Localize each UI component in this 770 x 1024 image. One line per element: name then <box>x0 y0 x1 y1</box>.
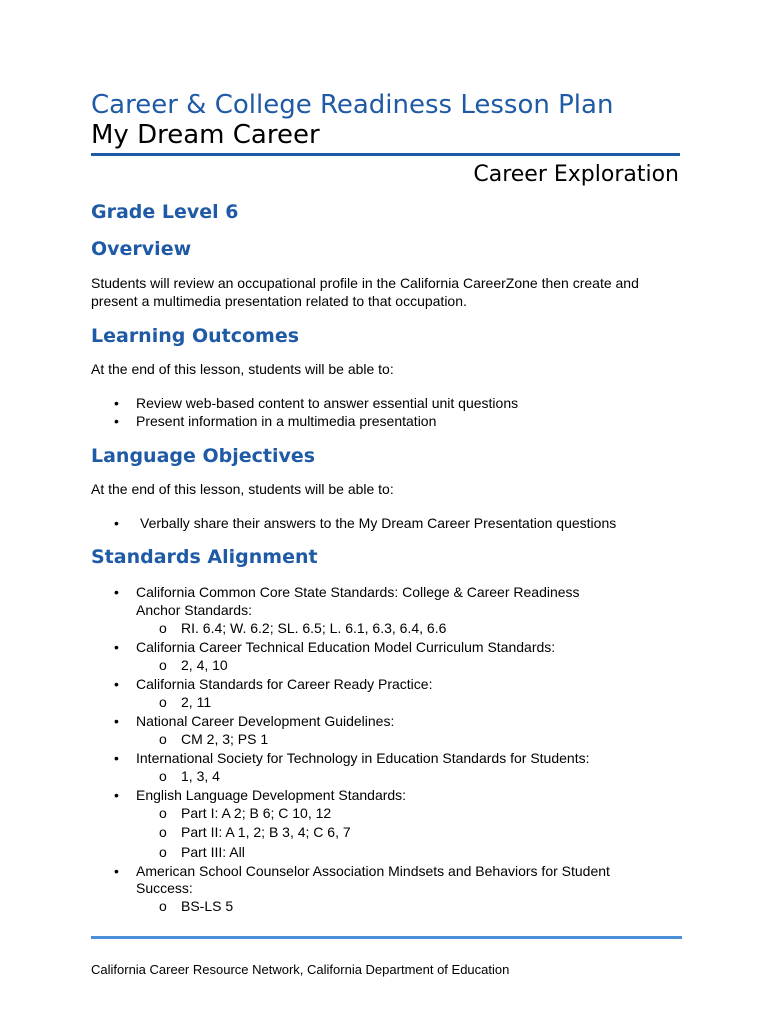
sub-bullet-icon: o <box>159 824 167 840</box>
list-item-text: Present information in a multimedia presentation <box>136 413 437 429</box>
standard-name: California Standards for Career Ready Practice: <box>136 676 433 692</box>
sub-bullet-icon: o <box>159 844 167 860</box>
overview-text: Students will review an occupational profile in the California CareerZone then create and present a multimedia presentation related to that occupation. <box>91 275 639 309</box>
standard-codes: 2, 11 <box>181 694 212 710</box>
standard-codes: Part II: A 1, 2; B 3, 4; C 6, 7 <box>181 824 351 840</box>
page-footer: California Career Resource Network, California Department of Education <box>91 962 510 977</box>
language-objectives-heading: Language Objectives <box>91 445 316 467</box>
learning-outcomes-intro: At the end of this lesson, students will be able to: <box>91 361 394 377</box>
bullet-icon: • <box>114 413 119 429</box>
standard-name-continued: Anchor Standards: <box>136 602 252 618</box>
standard-name: International Society for Technology in Education Standards for Students: <box>136 750 590 766</box>
category-label: Career Exploration <box>473 162 679 187</box>
sub-bullet-icon: o <box>159 768 167 784</box>
standard-name: California Career Technical Education Model Curriculum Standards: <box>136 639 556 655</box>
sub-bullet-icon: o <box>159 657 167 673</box>
sub-bullet-icon: o <box>159 898 167 914</box>
bullet-icon: • <box>114 515 119 531</box>
bullet-icon: • <box>114 584 119 600</box>
standard-name: National Career Development Guidelines: <box>136 713 395 729</box>
header-rule <box>91 153 680 156</box>
list-item-text: Verbally share their answers to the My Dream Career Presentation questions <box>140 515 617 531</box>
bullet-icon: • <box>114 713 119 729</box>
lesson-plan-subtitle: My Dream Career <box>91 120 320 150</box>
bullet-icon: • <box>114 863 119 879</box>
bullet-icon: • <box>114 750 119 766</box>
bullet-icon: • <box>114 676 119 692</box>
bullet-icon: • <box>114 395 119 411</box>
standard-codes: Part I: A 2; B 6; C 10, 12 <box>181 805 332 821</box>
sub-bullet-icon: o <box>159 805 167 821</box>
standard-codes: 2, 4, 10 <box>181 657 228 673</box>
overview-heading: Overview <box>91 238 192 260</box>
language-objectives-intro: At the end of this lesson, students will be able to: <box>91 481 394 497</box>
standard-codes: 1, 3, 4 <box>181 768 220 784</box>
grade-level-heading: Grade Level 6 <box>91 201 239 223</box>
bullet-icon: • <box>114 787 119 803</box>
standards-alignment-heading: Standards Alignment <box>91 546 318 568</box>
sub-bullet-icon: o <box>159 731 167 747</box>
standard-codes: BS-LS 5 <box>181 898 234 914</box>
standard-name: California Common Core State Standards: College & Career Readiness <box>136 584 580 600</box>
sub-bullet-icon: o <box>159 694 167 710</box>
standard-name: American School Counselor Association Mindsets and Behaviors for Student <box>136 863 610 879</box>
standard-codes: RI. 6.4; W. 6.2; SL. 6.5; L. 6.1, 6.3, 6.4, 6.6 <box>181 620 447 636</box>
lesson-plan-title: Career & College Readiness Lesson Plan <box>91 90 614 120</box>
standard-codes: CM 2, 3; PS 1 <box>181 731 269 747</box>
learning-outcomes-heading: Learning Outcomes <box>91 325 300 347</box>
standard-name-continued: Success: <box>136 880 193 896</box>
sub-bullet-icon: o <box>159 620 167 636</box>
bullet-icon: • <box>114 639 119 655</box>
standard-name: English Language Development Standards: <box>136 787 407 803</box>
list-item-text: Review web-based content to answer essential unit questions <box>136 395 519 411</box>
footer-rule <box>91 936 682 939</box>
standard-codes: Part III: All <box>181 844 245 860</box>
